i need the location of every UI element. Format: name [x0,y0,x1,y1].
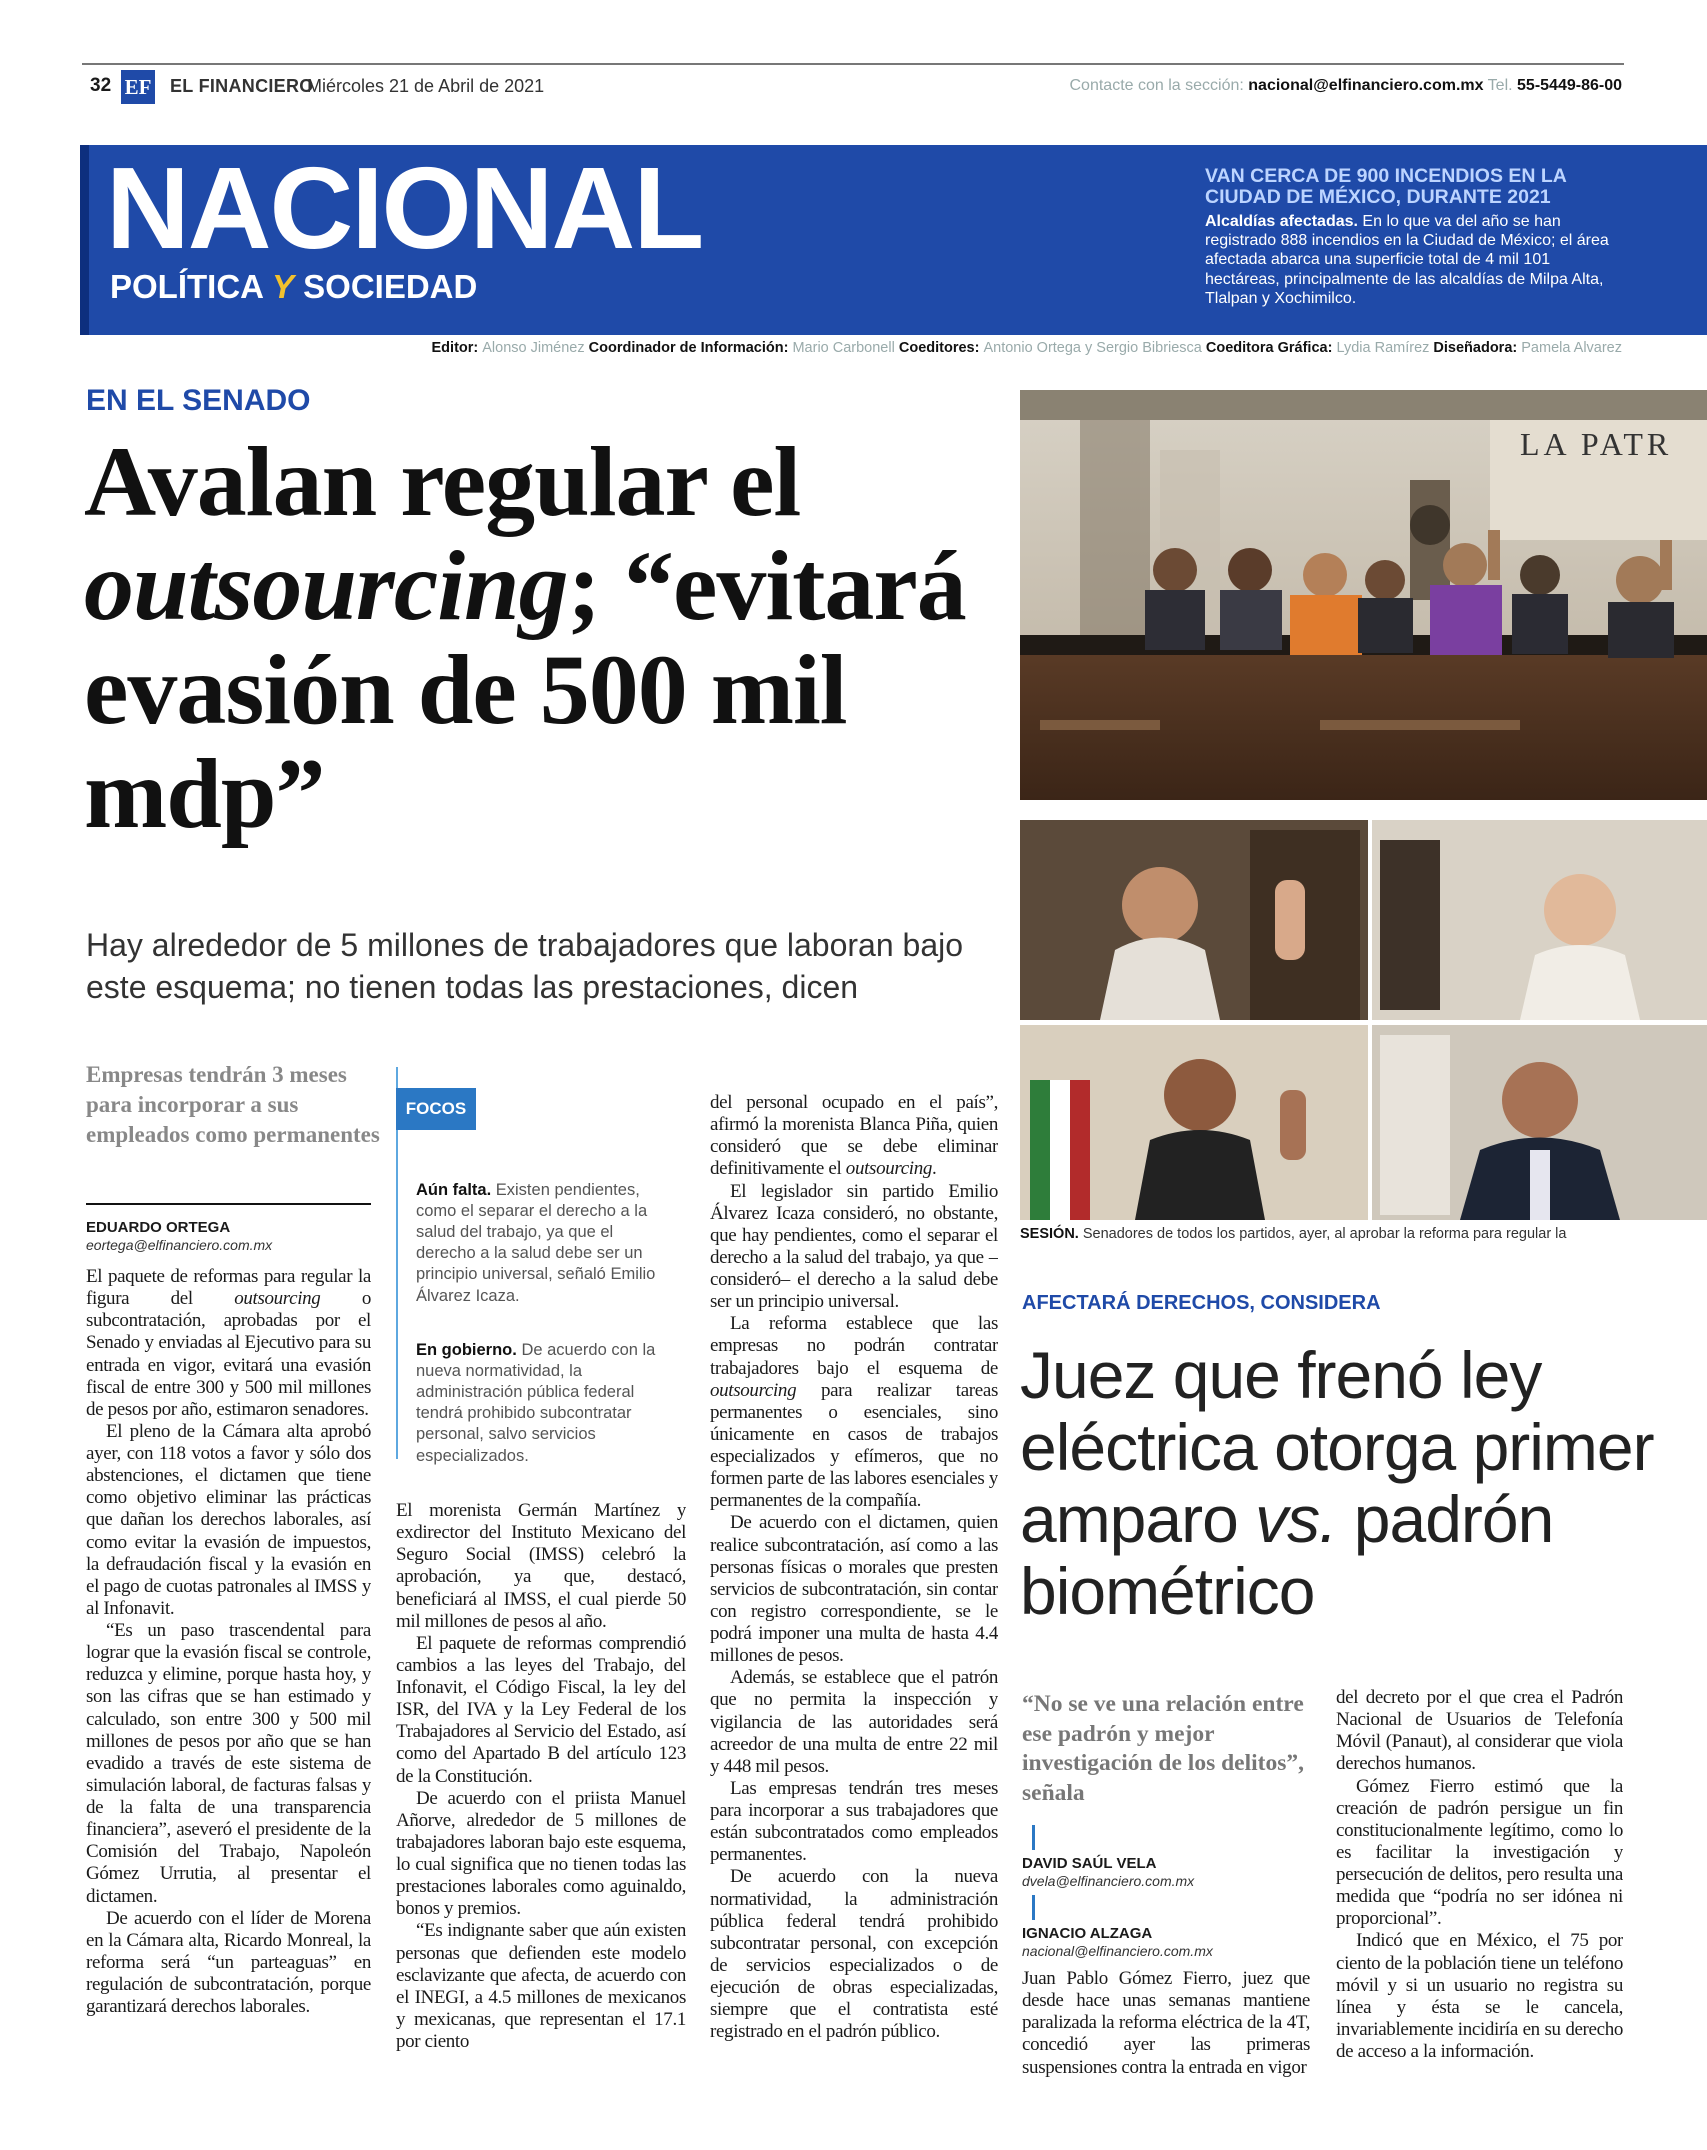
subtitle-y: Y [271,268,294,305]
focos-badge: FOCOS [396,1088,476,1130]
credit-role: Diseñadora: [1433,340,1522,356]
pull-quote: Empresas tendrán 3 meses para incorporar a sus empleados como permanentes [86,1062,380,1147]
brand-logo: EF [121,70,155,104]
story2-headline [1020,1340,1690,1628]
headline-italic: outsourcing [84,530,568,641]
credit-name: Mario Carbonell [792,340,899,356]
section-subtitle [110,268,477,306]
credit-role: Coeditora Gráfica: [1205,340,1337,356]
focos-item-text: Existen pendientes, como el separar el derecho a la salud del trabajo, ya que el derecho a la salud debe ser un principio universal, señaló Emilio Álvarez Icaza. [416,1181,656,1305]
body-paragraph: Las empresas tendrán tres meses para incorporar a sus trabajadores que están subcontratados como empleados permanentes. [710,1777,998,1866]
headline-part-2: ; “evitará evasión de 500 mil mdp” [84,530,966,849]
body-paragraph: El pleno de la Cámara alta aprobó ayer, con 118 votos a favor y sólo dos abstenciones, el dictamen que tiene como objetivo eliminar las prácticas que dañan los derechos laborales, así como evitar la evasión de impuestos, la defraudación fiscal y la evasión en el pago de cuotas patronales al IMSS y al Infonavit. [86,1420,371,1619]
video-tile [1020,1025,1368,1220]
body-paragraph: Indicó que en México, el 75 por ciento de la población tiene un teléfono móvil y si un usuario no registra su línea y ésta se le cancela, invariablemente incidiría en su derecho de acceso a la información. [1336,1930,1623,2062]
body-paragraph: De acuerdo con el líder de Morena en la Cámara alta, Ricardo Monreal, la reforma será “un parteaguas” en regulación de subcontratación, porque garantizará derechos laborales. [86,1907,371,2018]
video-tile [1020,820,1368,1020]
byline-marker [1032,1825,1035,1850]
body-paragraph: De acuerdo con el priista Manuel Añorve, alrededor de 5 millones de trabajadores laboran bajo este esquema, lo cual significa que no tienen todas las prestaciones laborales como aguinaldo, bonos y premios. [396,1787,686,1920]
issue-date: Miércoles 21 de Abril de 2021 [307,76,545,96]
brief-body: En lo que va del año se han registrado 888 incendios en la Ciudad de México; el área afectada abarca una superficie total de 4 mil 101 hectáreas, principalmente de las alcaldías de Milpa Alta, Tlalpan y Xochimilco. [1205,213,1609,307]
caption-lead: SESIÓN. [1020,1226,1079,1242]
body-paragraph: El paquete de reformas comprendió cambios a las leyes del Trabajo, del Infonavit, el Código Fiscal, la ley del ISR, del IVA y la Ley Federal de los Trabajadores al Servicio del Estado, así como del Apartado B del artículo 123 de la Constitución. [396,1632,686,1787]
focos-item-text: De acuerdo con la nueva normatividad, la administración pública federal tendrá prohibido subcontratar personal, salvo servicios especializados. [416,1341,656,1465]
brief-lead: Alcaldías afectadas. [1205,213,1358,230]
page-number: 32 [90,75,112,96]
story2-kicker: AFECTARÁ DERECHOS, CONSIDERA [1022,1292,1381,1314]
byline-marker [1032,1895,1035,1920]
byline-rule [86,1203,371,1205]
video-tile [1372,820,1707,1020]
top-rule [82,63,1624,65]
staff-credits [432,340,1622,356]
wall-inscription: LA PATR [1520,426,1673,462]
subtitle-part-a: POLÍTICA [110,268,263,305]
credit-name: Lydia Ramírez [1336,340,1434,356]
body-paragraph: El legislador sin partido Emilio Álvarez Icaza consideró, no obstante, que hay pendientes, como el separar el derecho a la salud del trabajo, ya que –consideró– el derecho a la salud debe ser un principio universal. [710,1180,998,1313]
credit-role: Coeditores: [898,340,984,356]
focos-item [416,1180,671,1307]
story-headline [84,426,1024,849]
story-column-1 [86,1266,371,2114]
byline-email[interactable]: eortega@elfinanciero.com.mx [86,1237,273,1253]
contact-tel: 55-5449-86-00 [1517,77,1622,94]
story-column-3 [710,1092,998,2114]
body-paragraph: del decreto por el que crea el Padrón Nacional de Usuarios de Telefonía Móvil (Panaut), al considerar que viola derechos humanos. [1336,1687,1623,1775]
senate-session-photo [1020,390,1707,800]
credit-name: Antonio Ortega y Sergio Bibriesca [983,340,1206,356]
body-paragraph: del personal ocupado en el país”, afirmó la morenista Blanca Piña, quien consideró que se debe eliminar definitivamente el outsourcing. [710,1092,998,1180]
story2-author-1: DAVID SAÚL VELA [1022,1855,1157,1872]
photo-caption [1020,1226,1566,1242]
banner-accent-bar [80,145,89,335]
video-tile [1372,1025,1707,1220]
body-paragraph: El paquete de reformas para regular la figura del outsourcing o subcontratación, aprobadas por el Senado y enviadas al Ejecutivo para su entrada en vigor, evitará una evasión fiscal de entre 300 y 500 mil millones de pesos por año, estimaron senadores. [86,1266,371,1420]
body-paragraph: Además, se establece que el patrón que no permita la inspección y vigilancia de las autoridades será acreedor de una multa de entre 22 mil y 448 mil pesos. [710,1667,998,1777]
brief-headline: VAN CERCA DE 900 INCENDIOS EN LA CIUDAD DE MÉXICO, DURANTE 2021 [1205,165,1567,209]
story2-headline-part-2: padrón biométrico [1020,1481,1554,1628]
story2-pull-quote: “No se ve una relación entre ese padrón y mejor investigación de los delitos”, señala [1022,1691,1305,1806]
focos-item-lead: En gobierno. [416,1341,517,1359]
story2-column-2 [1336,1687,1623,2114]
story2-email-1[interactable]: dvela@elfinanciero.com.mx [1022,1873,1195,1889]
focos-item-lead: Aún falta. [416,1181,492,1199]
story-column-2 [396,1500,686,2114]
story2-email-2[interactable]: nacional@elfinanciero.com.mx [1022,1943,1213,1959]
story2-headline-italic: vs. [1255,1481,1337,1556]
body-paragraph: El morenista Germán Martínez y exdirector del Instituto Mexicano del Seguro Social (IMSS) celebró la aprobación, ya que, destacó, beneficiará al IMSS, el cual pierde 50 mil millones de pesos al año. [396,1500,686,1632]
virtual-session-grid [1020,820,1707,1220]
focos-item [416,1340,671,1467]
body-paragraph: De acuerdo con el dictamen, quien realice subcontratación, así como a las personas físicas o morales que presten servicios de subcontratación, sin contar con registro correspondiente, se le podrá imponer una multa de hasta 4.4 millones de pesos. [710,1512,998,1667]
credit-role: Coordinador de Información: [588,340,793,356]
story2-author-2: IGNACIO ALZAGA [1022,1925,1153,1942]
senate-session-illustration [1020,390,1707,800]
brief-text [1205,212,1625,308]
body-paragraph: “Es un paso trascendental para lograr que la evasión fiscal se controle, reduzca y elimine, porque hasta hoy, y son las cifras que se han estimado y calculado, son entre 300 y 500 mil millones de pesos por año que se han evadido a través de este sistema de simulación laboral, de facturas falsas y de la falta de una transparencia financiera”, aseveró el presidente de la Comisión del Trabajo, Napoleón Gómez Urrutia, al presentar el dictamen. [86,1620,371,1907]
subtitle-part-b: SOCIEDAD [303,268,478,305]
body-paragraph: De acuerdo con la nueva normatividad, la administración pública federal tendrá prohibido subcontratar personal, con excepción de servicios especializados o de ejecución de obras especializadas, siempre que el contratista esté registrado en el padrón público. [710,1866,998,2043]
video-call-illustration [1020,820,1707,1220]
credit-role: Editor: [431,340,483,356]
credit-name: Alonso Jiménez [482,340,589,356]
story-deck: Hay alrededor de 5 millones de trabajadores que laboran bajo este esquema; no tienen todas las prestaciones, dicen [86,927,964,1005]
brand-name: EL FINANCIERO [170,76,314,96]
body-paragraph: “Es indignante saber que aún existen personas que defienden este modelo esclavizante que afecta, de acuerdo con el INEGI, a 4.5 millones de mexicanos y mexicanas, que representan el 17.1 por ciento [396,1920,686,2052]
headline-part-1: Avalan regular el [84,426,801,537]
section-title: NACIONAL [106,143,703,273]
story2-headline-part-1: Juez que frenó ley eléctrica otorga primer amparo [1020,1338,1654,1556]
caption-text: Senadores de todos los partidos, ayer, al aprobar la reforma para regular la [1082,1226,1567,1242]
body-paragraph: Gómez Fierro estimó que la creación de padrón persigue un fin constitucionalmente legítimo, como lo es facilitar la investigación y persecución de delitos, pero resulta una medida que “podría no ser idónea ni proporcional”. [1336,1775,1623,1930]
body-paragraph: Juan Pablo Gómez Fierro, juez que desde hace unas semanas mantiene paralizada la reforma eléctrica de la 4T, concedió ayer las primeras suspensiones contra la entrada en vigor [1022,1968,1310,2078]
byline-author: EDUARDO ORTEGA [86,1219,231,1236]
story2-column-1 [1022,1968,1310,2114]
section-contact [1070,77,1623,95]
tel-label: Tel. [1487,77,1513,94]
contact-email[interactable]: nacional@elfinanciero.com.mx [1248,77,1484,94]
body-paragraph: La reforma establece que las empresas no podrán contratar trabajadores bajo el esquema de outsourcing para realizar tareas permanentes o esenciales, sino únicamente en casos de trabajos especializados y efímeros, que no formen parte de las labores esenciales y permanentes de la compañía. [710,1313,998,1512]
contact-label: Contacte con la sección: [1069,77,1244,94]
story-kicker: EN EL SENADO [86,384,311,417]
credit-name: Pamela Alvarez [1521,340,1622,356]
